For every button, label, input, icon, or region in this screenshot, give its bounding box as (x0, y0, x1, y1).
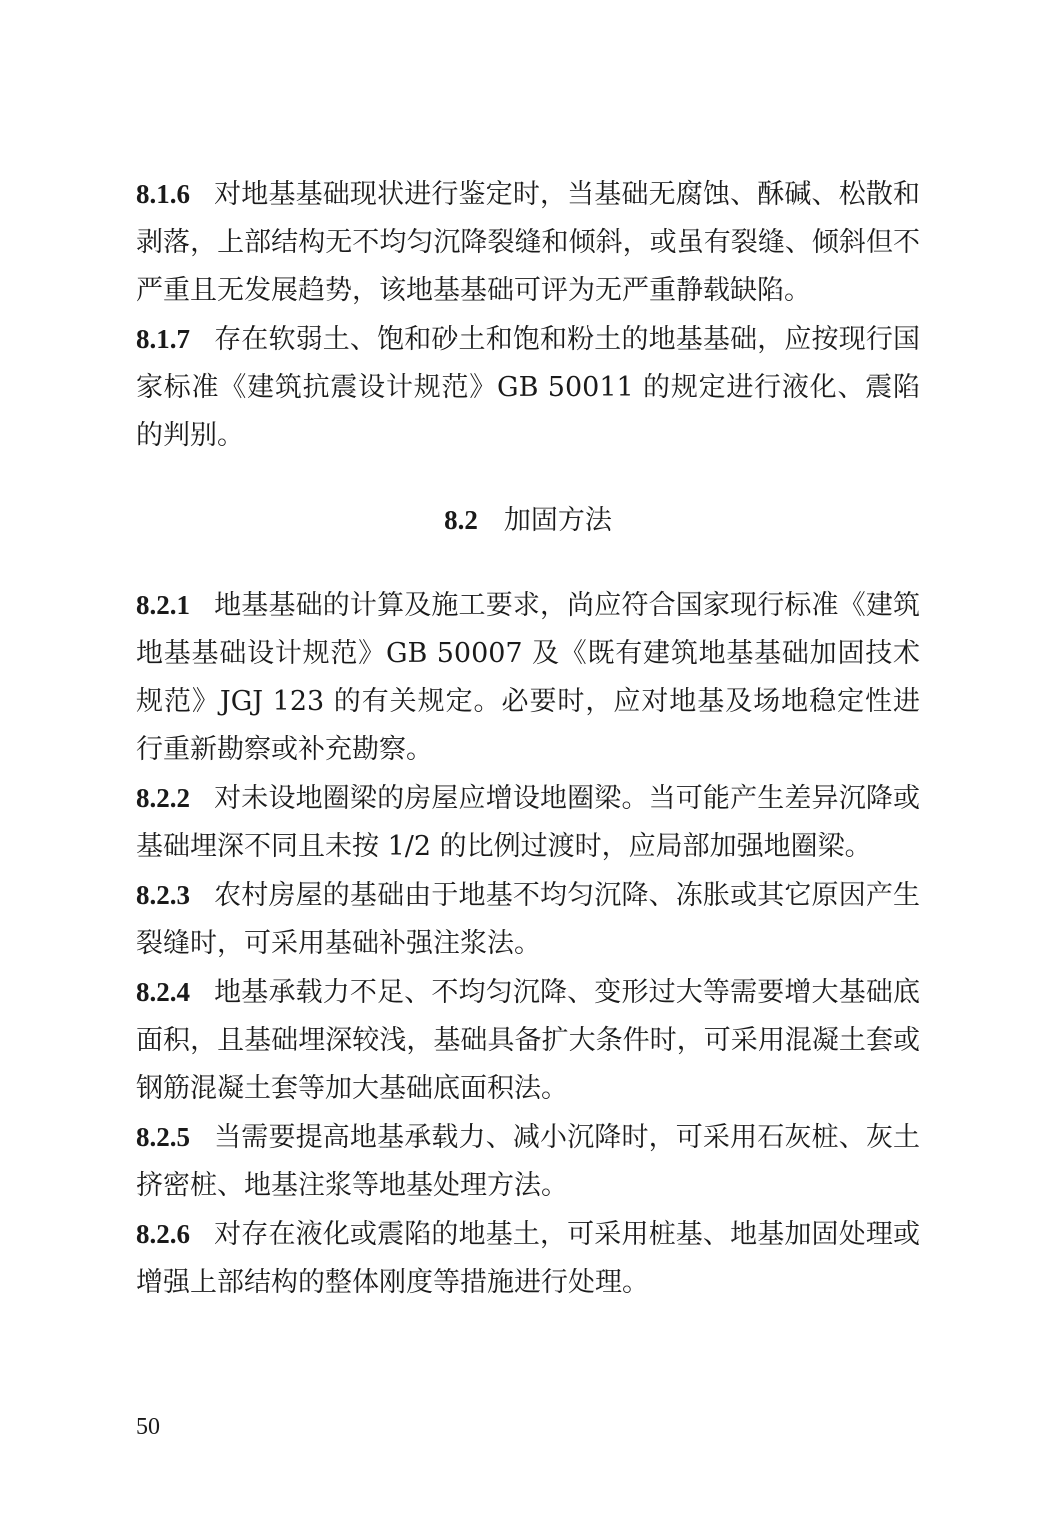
section-number: 8.2 (444, 505, 478, 535)
clause-number: 8.2.3 (136, 880, 190, 910)
page-number: 50 (136, 1414, 160, 1440)
clause-text: 地基基础的计算及施工要求，尚应符合国家现行标准《建筑地基基础设计规范》GB 50007 及《既有建筑地基基础加固技术规范》JGJ 123 的有关规定。必要时，应对地基及场地稳定性进行重新勘察或补充勘察。 (136, 590, 920, 765)
clause-8-1-6 (136, 170, 920, 315)
clause-text: 地基承载力不足、不均匀沉降、变形过大等需要增大基础底面积，且基础埋深较浅，基础具备扩大条件时，可采用混凝土套或钢筋混凝土套等加大基础底面积法。 (136, 977, 920, 1104)
clause-number: 8.1.7 (136, 324, 190, 354)
clause-text: 当需要提高地基承载力、减小沉降时，可采用石灰桩、灰土挤密桩、地基注浆等地基处理方法。 (136, 1122, 920, 1201)
document-page (136, 170, 920, 1307)
section-title-text: 加固方法 (503, 505, 612, 536)
clause-text: 对存在液化或震陷的地基土，可采用桩基、地基加固处理或增强上部结构的整体刚度等措施进行处理。 (136, 1219, 920, 1298)
clause-text: 存在软弱土、饱和砂土和饱和粉土的地基基础，应按现行国家标准《建筑抗震设计规范》GB 50011 的规定进行液化、震陷的判别。 (136, 324, 920, 451)
clause-number: 8.2.6 (136, 1219, 190, 1249)
clause-8-2-4 (136, 968, 920, 1113)
clause-number: 8.2.1 (136, 590, 190, 620)
clause-8-2-1 (136, 581, 920, 774)
clause-number: 8.1.6 (136, 179, 190, 209)
clause-8-1-7 (136, 315, 920, 460)
clause-8-2-6 (136, 1210, 920, 1307)
clause-number: 8.2.2 (136, 783, 190, 813)
clause-8-2-5 (136, 1113, 920, 1210)
clause-text: 对地基基础现状进行鉴定时，当基础无腐蚀、酥碱、松散和剥落，上部结构无不均匀沉降裂缝和倾斜，或虽有裂缝、倾斜但不严重且无发展趋势，该地基基础可评为无严重静载缺陷。 (136, 179, 920, 306)
clause-number: 8.2.4 (136, 977, 190, 1007)
clause-text: 对未设地圈梁的房屋应增设地圈梁。当可能产生差异沉降或基础埋深不同且未按 1/2 的比例过渡时，应局部加强地圈梁。 (136, 783, 920, 862)
clause-8-2-2 (136, 774, 920, 871)
section-heading (136, 496, 920, 545)
clause-8-2-3 (136, 871, 920, 968)
clause-number: 8.2.5 (136, 1122, 190, 1152)
clause-text: 农村房屋的基础由于地基不均匀沉降、冻胀或其它原因产生裂缝时，可采用基础补强注浆法。 (136, 880, 920, 959)
